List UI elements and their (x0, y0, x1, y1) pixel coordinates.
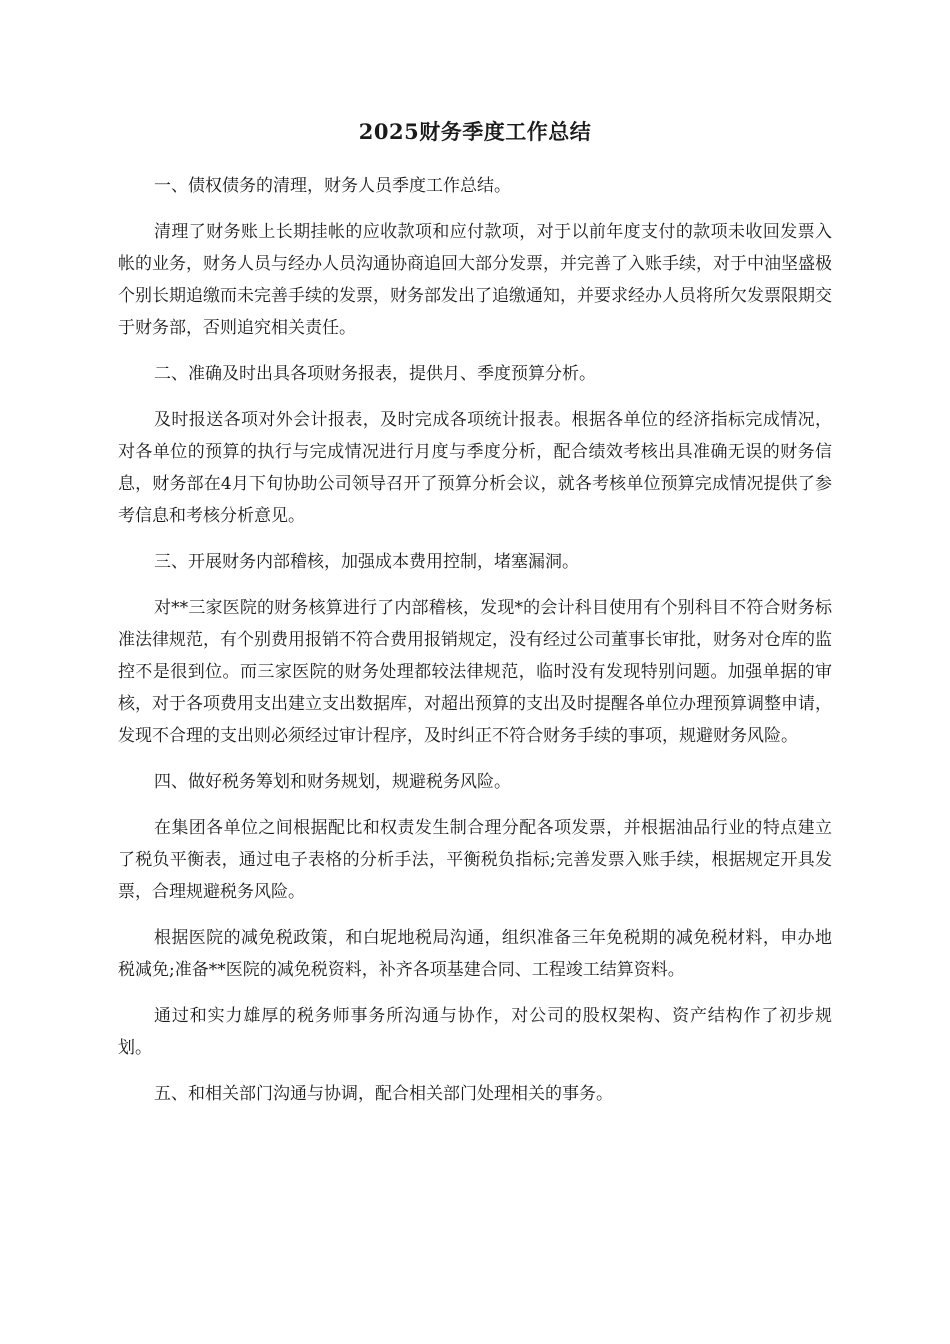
section-heading-4: 四、做好税务筹划和财务规划，规避税务风险。 (154, 772, 511, 792)
body-paragraph: 对**三家医院的财务核算进行了内部稽核，发现*的会计科目使用有个别科目不符合财务标准法律规范，有个别费用报销不符合费用报销规定，没有经过公司董事长审批，财务对仓库的监控不是很到位。而三家医院的财务处理都较法律规范，临时没有发现特别问题。加强单据的审核，对于各项费用支出建立支出数据库，对超出预算的支出及时提醒各单位办理预算调整申请，发现不合理的支出则必须经过审计程序，及时纠正不符合财务手续的事项，规避财务风险。 (118, 598, 832, 746)
body-paragraph: 根据医院的减免税政策，和白坭地税局沟通，组织准备三年免税期的减免税材料，申办地税减免;准备**医院的减免税资料，补齐各项基建合同、工程竣工结算资料。 (118, 928, 832, 980)
section-heading-5: 五、和相关部门沟通与协调，配合相关部门处理相关的事务。 (154, 1084, 613, 1104)
body-paragraph: 在集团各单位之间根据配比和权责发生制合理分配各项发票，并根据油品行业的特点建立了税负平衡表，通过电子表格的分析手法，平衡税负指标;完善发票入账手续，根据规定开具发票，合理规避税务风险。 (118, 818, 832, 902)
body-paragraph: 及时报送各项对外会计报表，及时完成各项统计报表。根据各单位的经济指标完成情况，对各单位的预算的执行与完成情况进行月度与季度分析，配合绩效考核出具准确无误的财务信息，财务部在4月下旬协助公司领导召开了预算分析会议，就各考核单位预算完成情况提供了参考信息和考核分析意见。 (118, 410, 832, 526)
section-heading-1: 一、债权债务的清理，财务人员季度工作总结。 (154, 176, 511, 196)
section-heading-3: 三、开展财务内部稽核，加强成本费用控制，堵塞漏洞。 (154, 552, 579, 572)
section-heading-2: 二、准确及时出具各项财务报表，提供月、季度预算分析。 (154, 364, 596, 384)
body-paragraph: 清理了财务账上长期挂帐的应收款项和应付款项，对于以前年度支付的款项未收回发票入帐的业务，财务人员与经办人员沟通协商追回大部分发票，并完善了入账手续，对于中油坚盛极个别长期追缴而未完善手续的发票，财务部发出了追缴通知，并要求经办人员将所欠发票限期交于财务部，否则追究相关责任。 (118, 222, 832, 338)
document-title: 2025财务季度工作总结 (358, 119, 592, 144)
body-paragraph: 通过和实力雄厚的税务师事务所沟通与协作，对公司的股权架构、资产结构作了初步规划。 (118, 1006, 832, 1058)
